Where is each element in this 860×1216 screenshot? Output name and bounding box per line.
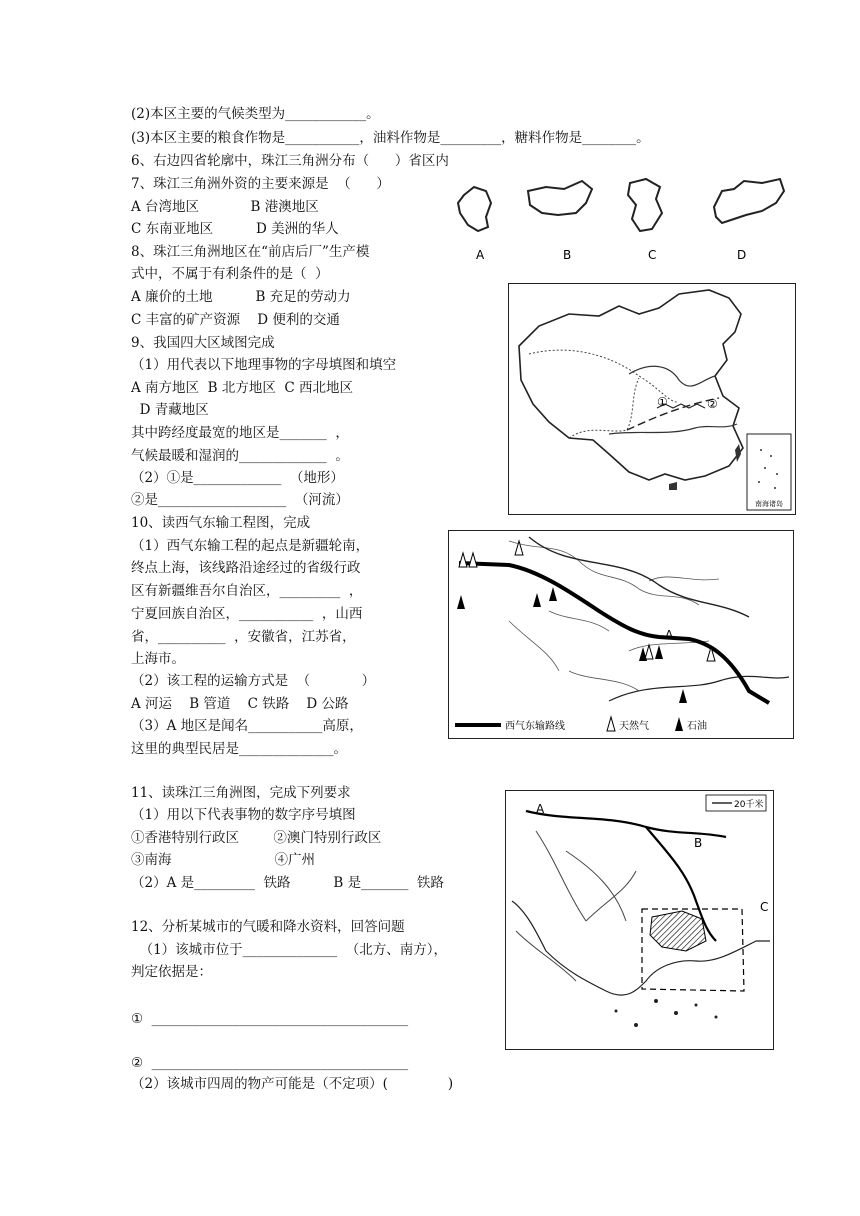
q9-options-abc: A 南方地区 B 北方地区 C 西北地区 xyxy=(131,380,354,396)
q12-part1: （1）该城市位于______________ （北方、南方）， xyxy=(131,942,448,958)
railway-a xyxy=(526,811,726,837)
province-outline-d xyxy=(714,179,784,223)
q9-blank-1: 其中跨经度最宽的地区是_______ ， xyxy=(131,425,349,441)
q8-options-cd: C 丰富的矿产资源 D 便利的交通 xyxy=(131,312,340,328)
north-south-boundary xyxy=(627,398,719,430)
question-11: 11、读珠江三角洲图，完成下列要求 xyxy=(131,785,351,801)
q12-part2: （2）该城市四周的物产可能是（不定项）( ) xyxy=(131,1076,454,1092)
q10-part3: （3）A 地区是闻名___________高原， xyxy=(131,718,363,734)
province-label-d: D xyxy=(737,248,747,262)
q9-part2-terrain: （2）①是_____________ （地形） xyxy=(131,470,344,486)
border-lines xyxy=(509,541,719,691)
rivers xyxy=(516,831,636,981)
q9-blank-2: 气候最暖和湿润的_____________ 。 xyxy=(131,448,349,464)
northwest-boundary xyxy=(529,350,677,402)
hong-kong-area xyxy=(650,911,706,951)
q7-options-ab: A 台湾地区 B 港澳地区 xyxy=(131,199,319,215)
line-3: (3)本区主要的粮食作物是___________，油料作物是_________，糖料作物是________。 xyxy=(131,130,650,146)
province-outline-a xyxy=(458,187,491,231)
question-6: 6、右边四省轮廓中，珠江三角洲分布（ ）省区内 xyxy=(131,153,449,169)
question-9: 9、我国四大区域图完成 xyxy=(131,335,275,351)
province-outline-c xyxy=(628,179,662,231)
q10-part1-f: 上海市。 xyxy=(131,651,185,667)
province-label-a: A xyxy=(476,248,485,262)
question-7: 7、珠江三角洲外资的主要来源是 （ ） xyxy=(131,176,390,192)
line-2: (2)本区主要的气候类型为____________。 xyxy=(131,106,380,122)
yellow-river xyxy=(629,366,715,386)
legend-pipeline: 西气东输路线 xyxy=(505,721,565,732)
province-label-c: C xyxy=(648,248,657,262)
label-c: C xyxy=(760,900,769,914)
yellow-river-line xyxy=(529,537,749,617)
hainan-island xyxy=(669,482,677,490)
q10-part1-d: 宁夏回族自治区，___________ ，山西 xyxy=(131,606,363,622)
question-12: 12、分析某城市的气暖和降水资料，回答问题 xyxy=(131,919,405,935)
q10-part3-b: 这里的典型民居是______________。 xyxy=(131,741,347,757)
q10-part1-b: 终点上海，该线路沿途经过的省级行政 xyxy=(131,560,361,576)
taiwan-island xyxy=(735,444,741,462)
q7-options-cd: C 东南亚地区 D 美洲的华人 xyxy=(131,221,339,237)
q9-part2-river: ②是___________________ （河流） xyxy=(131,492,349,508)
q11-part1: （1）用以下代表事物的数字序号填图 xyxy=(131,807,356,823)
marker-1: ① xyxy=(657,395,668,409)
china-outline xyxy=(519,290,743,480)
q10-part1-c: 区有新疆维吾尔自治区，_________ ， xyxy=(131,583,363,599)
question-10: 10、读西气东输工程图，完成 xyxy=(131,515,311,531)
point-a: A xyxy=(665,628,674,642)
q10-part2-options: A 河运 B 管道 C 铁路 D 公路 xyxy=(131,696,349,712)
q11-items-12: ①香港特别行政区 ②澳门特别行政区 xyxy=(131,830,382,846)
scale-bar: 20千米 xyxy=(734,800,764,810)
south-sea-inset xyxy=(747,434,791,510)
question-8-cont: 式中，不属于有利条件的是（ ） xyxy=(131,266,329,282)
legend-gas: 天然气 xyxy=(619,721,649,732)
q10-part1-e: 省，__________ ，安徽省，江苏省， xyxy=(131,629,356,645)
marker-2: ② xyxy=(707,397,718,411)
islands xyxy=(615,999,718,1027)
legend-oil: 石油 xyxy=(687,721,707,732)
province-outlines-figure xyxy=(446,173,791,265)
china-regions-map xyxy=(508,283,796,515)
province-label-b: B xyxy=(563,248,572,262)
q12-reason-label: 判定依据是： xyxy=(131,964,212,980)
q9-part1: （1）用代表以下地理事物的字母填图和填空 xyxy=(131,357,397,373)
pearl-river-delta-map xyxy=(505,790,774,1050)
label-b: B xyxy=(694,836,703,850)
question-8: 8、珠江三角洲地区在“前店后厂”生产模 xyxy=(131,244,370,260)
q11-part2: （2）A 是_________ 铁路 B 是_______ 铁路 xyxy=(131,875,444,891)
pipeline-route xyxy=(459,563,769,703)
province-outline-b xyxy=(528,181,592,215)
pipeline-map xyxy=(448,530,794,739)
q12-reason-1: ① ______________________________________ xyxy=(131,1011,409,1027)
inset-label: 南海诸岛 xyxy=(755,500,783,508)
q10-part2: （2）该工程的运输方式是 （ ） xyxy=(131,673,376,689)
label-a: A xyxy=(536,802,545,816)
coastline xyxy=(512,901,770,995)
q11-items-34: ③南海 ④广州 xyxy=(131,852,315,868)
q12-reason-2: ② ______________________________________ xyxy=(131,1055,409,1071)
q9-option-d: D 青藏地区 xyxy=(131,402,209,418)
q8-options-ab: A 廉价的土地 B 充足的劳动力 xyxy=(131,289,351,305)
q10-part1: （1）西气东输工程的起点是新疆轮南， xyxy=(131,538,370,554)
